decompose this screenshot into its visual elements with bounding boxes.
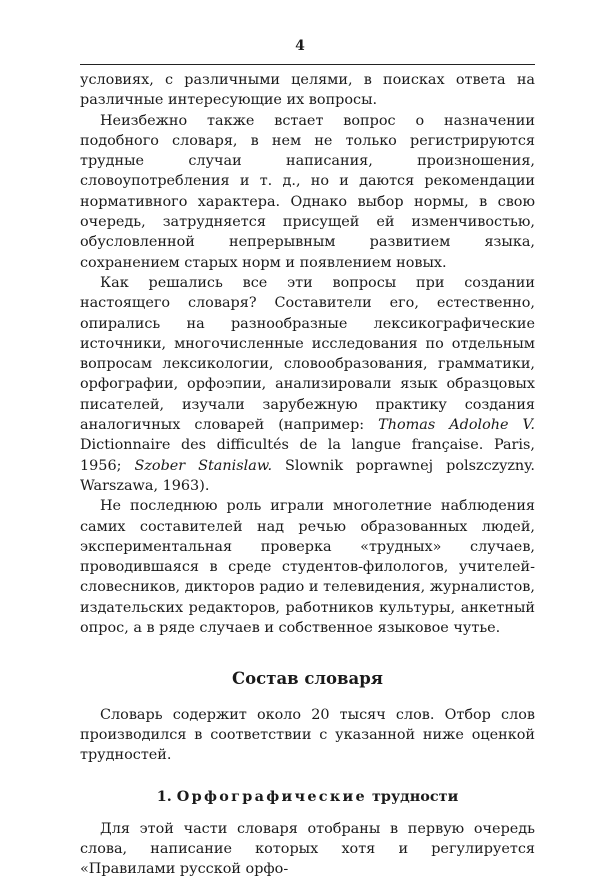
paragraph-norms: Неизбежно также встает вопрос о назначении подобного словаря, в нем не только регистрируются трудные случаи написания, произношения, словоупотребления и т. д., но и даются рекомендации нормативного характера. Однако выбор нормы, в свою очередь, затрудняется присущей ей изменчивостью, обусловленной непрерывным развитием языка, сохранением старых норм и появлением новых. xyxy=(80,112,535,271)
subsection-number: 1. xyxy=(156,787,177,805)
citation-author-1: Thomas Adolohe V. xyxy=(378,417,535,434)
page-number: 4 xyxy=(295,38,305,54)
section-heading: Состав словаря xyxy=(232,669,383,689)
paragraph-continuation: условиях, с различными целями, в поисках ответа на различные интересующие их вопросы. xyxy=(80,72,535,109)
citation-author-2: Szober Stanislaw. xyxy=(134,457,273,474)
subsection-spaced-word: Орфографические xyxy=(176,787,367,805)
sources-text-3: Slownik poprawnej polszczyzny. Warszawa, 1963). xyxy=(80,457,535,494)
page-body xyxy=(80,70,535,880)
paragraph-observations: Не последнюю роль играли многолетние наблюдения самих составителей над речью образованных людей, экспериментальная проверка «трудных» случаев, проводившаяся в среде студентов-филологов, учителей-словесников, дикторов радио и телевидения, журналистов, издательских редакторов, работников культуры, анкетный опрос, а в ряде случаев и собственное языковое чутье. xyxy=(80,498,535,637)
paragraph-composition: Словарь содержит около 20 тысяч слов. Отбор слов производился в соответствии с указанной ниже оценкой трудностей. xyxy=(80,706,535,764)
subsection-heading xyxy=(80,787,535,807)
sources-text-2: Dictionnaire des difficultés de la langue française. Paris, 1956; xyxy=(80,437,535,474)
paragraph-sources xyxy=(80,273,535,496)
sources-text-1: Как решались все эти вопросы при создании настоящего словаря? Составители его, естественно, опирались на разнообразные лексикографические источники, многочисленные исследования по отдельным вопросам лексикологии, словообразования, грамматики, орфографии, орфоэпии, анализировали язык образцовых писателей, изучали зарубежную практику создания аналогичных словарей (например: xyxy=(80,274,535,434)
paragraph-orthography: Для этой части словаря отобраны в первую очередь слова, написание которых хотя и регулируется «Правилами русской орфо- xyxy=(80,820,535,878)
subsection-rest: трудности xyxy=(366,787,459,805)
header-rule xyxy=(80,64,535,65)
